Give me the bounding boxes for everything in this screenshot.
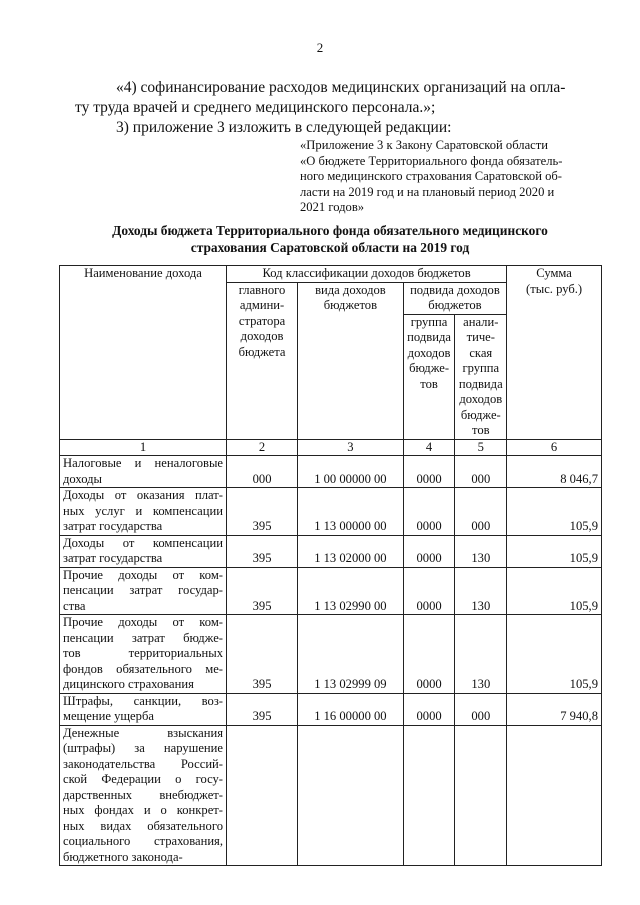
header-admin-line: админи- — [239, 298, 285, 312]
header-analytic-line: доходов — [459, 392, 503, 406]
header-analytic-line: тиче- — [466, 330, 495, 344]
income-table — [59, 265, 602, 866]
header-analytic — [455, 314, 507, 439]
income-name-line: Доходы от компенсации — [63, 535, 223, 550]
income-name-line: ных услуг и компенсации — [63, 503, 223, 518]
income-name-cell — [60, 567, 227, 615]
appendix-reference-line: 2021 годов» — [300, 200, 365, 214]
subtype-code-cell: 0000 — [403, 693, 455, 725]
table-row — [60, 488, 602, 536]
header-subtype-line: бюдже- — [409, 361, 450, 375]
income-name-line: затрат государства — [63, 519, 163, 533]
header-sum-line: (тыс. руб.) — [526, 281, 583, 296]
header-subtype-line: группа — [410, 314, 448, 329]
income-name-line: Прочие доходы от ком- — [63, 567, 223, 582]
sum-cell: 8 046,7 — [507, 456, 602, 488]
analytic-code-cell: 000 — [455, 456, 507, 488]
appendix-reference-line: «О бюджете Территориального фонда обязатель- — [300, 153, 563, 168]
sum-cell: 105,9 — [507, 488, 602, 536]
income-name-cell — [60, 615, 227, 694]
income-name-line: пенсации затрат государ- — [63, 583, 223, 597]
analytic-code-cell: 000 — [455, 693, 507, 725]
analytic-code-cell: 130 — [455, 535, 507, 567]
income-name-line: фондов обязательного ме- — [63, 661, 223, 676]
subtype-code-cell: 0000 — [403, 535, 455, 567]
header-analytic-line: подвида — [458, 376, 503, 391]
header-subtype-group — [403, 282, 506, 314]
type-code-cell: 1 16 00000 00 — [298, 693, 404, 725]
header-code-group: Код классификации доходов бюджетов — [227, 266, 507, 283]
table-row — [60, 456, 602, 488]
type-code-cell: 1 00 00000 00 — [298, 456, 404, 488]
header-analytic-line: анали- — [463, 314, 499, 329]
header-income-name: Наименование дохода — [60, 266, 227, 440]
sum-cell — [507, 725, 602, 866]
admin-code-cell: 395 — [227, 488, 298, 536]
income-name-cell — [60, 456, 227, 488]
analytic-code-cell: 000 — [455, 488, 507, 536]
income-name-line: пенсации затрат бюдже- — [63, 630, 223, 645]
header-type-line: вида доходов — [315, 282, 386, 297]
paragraph-item-4: «4) софинансирование расходов медицинских организаций на опла- — [116, 79, 566, 96]
income-name-line: бюджетного законода- — [63, 849, 183, 864]
header-sum-line: Сумма — [536, 266, 572, 280]
income-name-line: Штрафы, санкции, воз- — [63, 693, 223, 708]
income-name-line: ных фондах и о конкрет- — [63, 803, 223, 817]
income-name-line: социального страхования, — [63, 834, 223, 848]
type-code-cell: 1 13 02990 00 — [298, 567, 404, 615]
income-name-cell — [60, 725, 227, 866]
header-admin-line: главного — [238, 282, 286, 297]
analytic-code-cell — [455, 725, 507, 866]
income-name-line: Прочие доходы от ком- — [63, 615, 223, 629]
admin-code-cell: 395 — [227, 567, 298, 615]
subtype-code-cell: 0000 — [403, 488, 455, 536]
income-name-line: законодательства Россий- — [63, 756, 223, 771]
type-code-cell — [298, 725, 404, 866]
income-name-line: дицинского страхования — [63, 677, 194, 691]
header-sum — [507, 266, 602, 440]
column-number: 4 — [403, 439, 455, 456]
header-subtype-group-line: подвида доходов — [410, 282, 500, 297]
admin-code-cell: 000 — [227, 456, 298, 488]
subtype-code-cell — [403, 725, 455, 866]
header-subtype-line: доходов — [407, 345, 451, 360]
admin-code-cell — [227, 725, 298, 866]
admin-code-cell: 395 — [227, 615, 298, 694]
header-subtype-line: тов — [420, 376, 438, 391]
admin-code-cell: 395 — [227, 535, 298, 567]
column-number-row — [60, 439, 602, 456]
header-subtype-group-line: бюджетов — [428, 298, 482, 312]
income-name-cell — [60, 535, 227, 567]
column-number: 2 — [227, 439, 298, 456]
table-row — [60, 535, 602, 567]
subtype-code-cell: 0000 — [403, 456, 455, 488]
subtype-code-cell: 0000 — [403, 615, 455, 694]
income-name-line: мещение ущерба — [63, 709, 154, 723]
appendix-reference — [300, 138, 588, 216]
income-name-line: (штрафы) за нарушение — [63, 741, 223, 755]
admin-code-cell: 395 — [227, 693, 298, 725]
income-name-line: Доходы от оказания плат- — [63, 488, 223, 502]
document-title-line: страхования Саратовской области на 2019 год — [190, 240, 470, 255]
analytic-code-cell: 130 — [455, 567, 507, 615]
income-name-line: Налоговые и неналоговые — [63, 456, 223, 470]
header-subtype-line: подвида — [407, 330, 451, 344]
column-number: 3 — [298, 439, 404, 456]
income-name-line: затрат государства — [63, 551, 163, 565]
income-name-line: Денежные взыскания — [63, 725, 223, 740]
column-number: 5 — [455, 439, 507, 456]
appendix-reference-line: ласти на 2019 год и на плановый период 2020 и — [300, 184, 555, 199]
income-name-line: ской Федерации о госу- — [63, 772, 223, 786]
appendix-reference-line: ного медицинского страхования Саратовской об- — [300, 169, 563, 183]
sum-cell: 105,9 — [507, 567, 602, 615]
page-number: 2 — [316, 40, 324, 55]
header-admin-line: стратора — [238, 313, 286, 328]
appendix-reference-line: «Приложение 3 к Закону Саратовской области — [300, 138, 549, 152]
sum-cell: 105,9 — [507, 615, 602, 694]
column-number: 6 — [507, 439, 602, 456]
subtype-code-cell: 0000 — [403, 567, 455, 615]
header-analytic-line: бюдже- — [460, 407, 501, 422]
income-name-line: тов территориальных — [63, 646, 223, 660]
table-row — [60, 725, 602, 866]
header-analytic-line: группа — [462, 361, 500, 375]
analytic-code-cell: 130 — [455, 615, 507, 694]
sum-cell: 105,9 — [507, 535, 602, 567]
header-subtype — [403, 314, 455, 439]
income-name-line: доходы — [63, 471, 103, 486]
paragraph-item-3: 3) приложение 3 изложить в следующей редакции: — [116, 119, 452, 136]
sum-cell: 7 940,8 — [507, 693, 602, 725]
table-row — [60, 567, 602, 615]
header-analytic-line: ская — [469, 345, 493, 360]
income-name-line: дарственных внебюджет- — [63, 787, 223, 802]
header-analytic-line: тов — [471, 423, 490, 437]
header-type — [298, 282, 404, 439]
header-type-line: бюджетов — [323, 298, 378, 312]
header-admin-line: доходов — [240, 329, 284, 343]
column-number: 1 — [60, 439, 227, 456]
table-row — [60, 693, 602, 725]
document-title-line: Доходы бюджета Территориального фонда обязательного медицинского — [112, 223, 548, 238]
income-name-cell — [60, 693, 227, 725]
document-title — [70, 222, 590, 256]
type-code-cell: 1 13 02999 09 — [298, 615, 404, 694]
type-code-cell: 1 13 00000 00 — [298, 488, 404, 536]
income-name-cell — [60, 488, 227, 536]
income-name-line: ства — [63, 598, 86, 613]
income-name-line: ных видах обязательного — [63, 818, 223, 833]
table-row — [60, 615, 602, 694]
type-code-cell: 1 13 02000 00 — [298, 535, 404, 567]
header-admin-line: бюджета — [238, 344, 286, 359]
header-admin — [227, 282, 298, 439]
paragraph-item-4-continued: ту труда врачей и среднего медицинского персонала.»; — [75, 99, 436, 116]
